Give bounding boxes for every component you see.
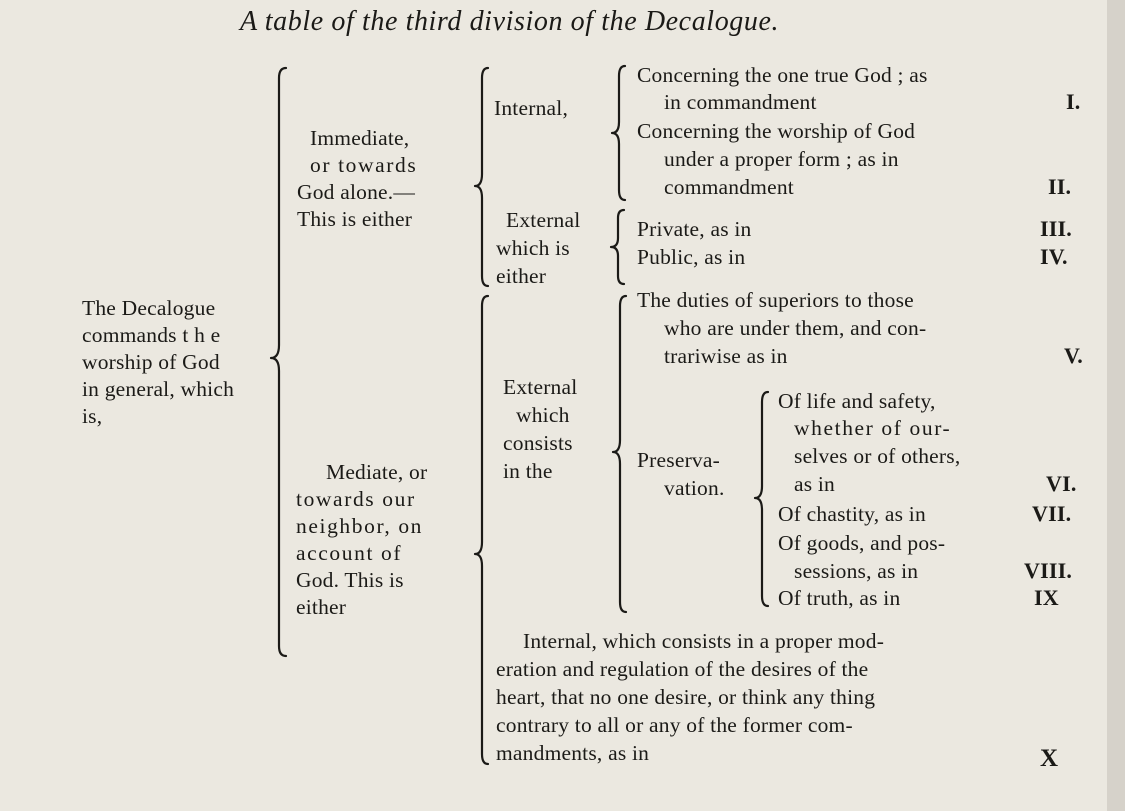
commandment-numeral: II. <box>1048 174 1072 199</box>
mediate-brace <box>470 290 496 770</box>
root-brace <box>266 60 296 660</box>
root-line: The Decalogue <box>82 296 216 320</box>
item-line: whether of our- <box>794 416 952 440</box>
item-line: Of life and safety, <box>778 389 936 413</box>
immediate-brace <box>470 62 496 292</box>
immediate-line: God alone.— <box>297 180 416 204</box>
label-line: which <box>516 403 570 427</box>
item-line: commandment <box>664 175 794 199</box>
label-line: vation. <box>664 476 725 500</box>
label-line: which is <box>496 236 570 260</box>
mediate-line: neighbor, on <box>296 514 424 538</box>
label-line: either <box>496 264 547 288</box>
commandment-numeral: V. <box>1064 343 1083 368</box>
immediate-internal-brace <box>607 60 633 206</box>
item-line: Concerning the worship of God <box>637 119 916 143</box>
item-line: selves or of others, <box>794 444 961 468</box>
label-line: External <box>506 208 581 232</box>
commandment-numeral: X <box>1040 745 1059 772</box>
item-line: Of truth, as in <box>778 586 901 610</box>
commandment-numeral: VII. <box>1032 501 1072 526</box>
label-line: in the <box>503 459 553 483</box>
label-line: External <box>503 375 578 399</box>
commandment-numeral: IV. <box>1040 244 1068 269</box>
immediate-line: This is either <box>297 207 413 231</box>
commandment-numeral: I. <box>1066 89 1081 114</box>
immediate-external-brace <box>606 206 632 288</box>
item-line: The duties of superiors to those <box>637 288 914 312</box>
item-line: trariwise as in <box>664 344 788 368</box>
item-line: Concerning the one true God ; as <box>637 63 928 87</box>
mediate-line: towards our <box>296 487 416 511</box>
root-line: worship of God <box>82 350 220 374</box>
root-line: commands t h e <box>82 323 221 347</box>
mediate-line: Mediate, or <box>326 460 428 484</box>
immediate-line: Immediate, <box>310 126 410 150</box>
immediate-line: or towards <box>310 153 418 177</box>
commandment-numeral: VIII. <box>1024 558 1073 583</box>
table-title: A table of the third division of the Decalogue. <box>240 6 780 37</box>
item-line: heart, that no one desire, or think any thing <box>496 685 876 709</box>
commandment-numeral: VI. <box>1046 471 1077 496</box>
immediate-internal-label: Internal, <box>494 96 569 120</box>
page-edge-shadow <box>1107 0 1125 811</box>
item-line: mandments, as in <box>496 741 650 765</box>
item-line: sessions, as in <box>794 559 919 583</box>
preservation-brace <box>750 386 776 612</box>
item-line: Public, as in <box>637 245 746 269</box>
root-line: in general, which <box>82 377 235 401</box>
item-line: Private, as in <box>637 217 752 241</box>
item-line: Of chastity, as in <box>778 502 926 526</box>
mediate-line: account of <box>296 541 403 565</box>
item-line: in commandment <box>664 90 817 114</box>
item-line: contrary to all or any of the former com- <box>496 713 853 737</box>
item-line: eration and regulation of the desires of the <box>496 657 869 681</box>
item-line: under a proper form ; as in <box>664 147 899 171</box>
root-line: is, <box>82 404 103 428</box>
item-line: Of goods, and pos- <box>778 531 946 555</box>
item-line: Internal, which consists in a proper mod- <box>523 629 885 653</box>
mediate-line: either <box>296 595 347 619</box>
mediate-external-brace <box>608 290 634 620</box>
mediate-line: God. This is <box>296 568 404 592</box>
label-line: Preserva- <box>637 448 720 472</box>
item-line: as in <box>794 472 836 496</box>
commandment-numeral: IX <box>1034 585 1059 610</box>
item-line: who are under them, and con- <box>664 316 927 340</box>
label-line: consists <box>503 431 573 455</box>
commandment-numeral: III. <box>1040 216 1072 241</box>
